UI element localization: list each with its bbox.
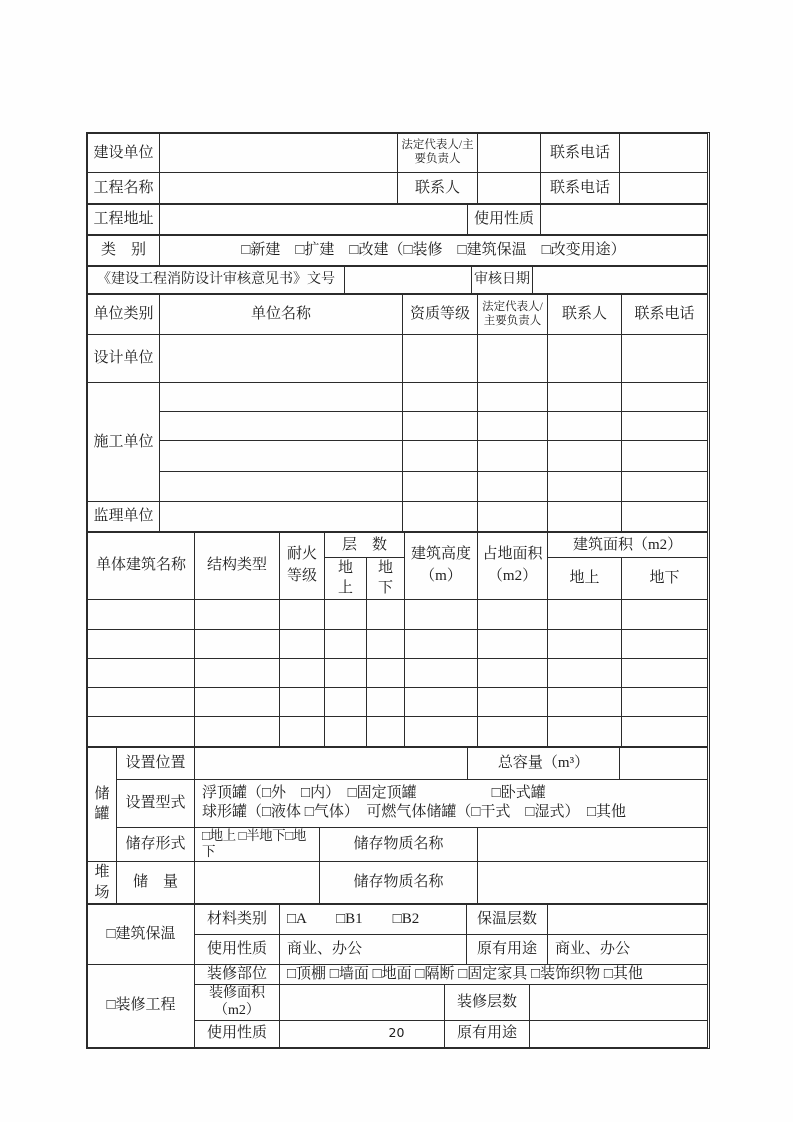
page-number: 20 [388, 1025, 405, 1040]
storage-form-label: 储存形式 [117, 827, 195, 862]
category-table [87, 235, 708, 266]
tank-type-options [195, 779, 708, 827]
insulation-original-use-value: 商业、办公 [548, 934, 708, 964]
contact-phone-value [620, 134, 708, 173]
fire-rating-header: 耐火等级 [280, 533, 325, 600]
fire-inspection-form [86, 132, 710, 1049]
review-date-label: 审核日期 [472, 267, 533, 294]
tank-capacity-label: 总容量（m³） [468, 747, 620, 779]
project-address-label: 工程地址 [88, 205, 160, 235]
floors-below-header: 地下 [367, 558, 405, 600]
info-table-address [87, 204, 708, 235]
tank-type-label: 设置型式 [117, 779, 195, 827]
renovation-parts-options: □顶棚 □墙面 □地面 □隔断 □固定家具 □装饰织物 □其他 [280, 964, 708, 984]
tank-substance-label: 储存物质名称 [320, 827, 478, 862]
category-label: 类 别 [88, 236, 160, 266]
building-row [88, 658, 708, 687]
renovation-floors-value [530, 984, 708, 1020]
building-row [88, 599, 708, 629]
category-options: □新建 □扩建 □改建（□装修 □建筑保温 □改变用途） [160, 236, 708, 266]
floors-above-header: 地上 [325, 558, 367, 600]
tank-location-label: 设置位置 [117, 747, 195, 779]
tank-type-line2: 球形罐（□液体 □气体） 可燃气体储罐（□干式 □湿式） □其他 [202, 804, 627, 820]
usage-nature-value [541, 205, 708, 235]
yard-quantity-label: 储 量 [117, 862, 195, 904]
review-doc-label: 《建设工程消防设计审核意见书》文号 [88, 267, 345, 294]
construction-unit-name [160, 383, 403, 412]
tank-group-label: 储罐 [88, 747, 117, 862]
insulation-layers-value [548, 904, 708, 934]
material-type-options: □A □B1 □B2 [280, 904, 467, 934]
unit-contact-header: 联系人 [548, 295, 622, 335]
unit-qualification-header: 资质等级 [403, 295, 478, 335]
renovation-area-value [280, 984, 445, 1020]
design-unit-name [160, 335, 403, 383]
unit-type-header: 单位类别 [88, 295, 160, 335]
contact-phone2-label: 联系电话 [541, 173, 620, 204]
structure-type-header: 结构类型 [195, 533, 280, 600]
legal-rep-value [478, 134, 541, 173]
construction-unit-value [160, 134, 398, 173]
insulation-usage-label: 使用性质 [195, 934, 280, 964]
area-above-header: 地上 [548, 558, 622, 600]
renovation-original-use-label: 原有用途 [445, 1020, 530, 1047]
insulation-usage-value: 商业、办公 [280, 934, 467, 964]
building-row [88, 716, 708, 746]
review-doc-value [345, 267, 472, 294]
floors-header: 层 数 [325, 533, 405, 558]
contact-phone2-value [620, 173, 708, 204]
legal-rep-label: 法定代表人/主要负责人 [398, 134, 478, 173]
storage-form-options: □地上 □半地下□地下 [195, 827, 320, 862]
renovation-floors-label: 装修层数 [445, 984, 530, 1020]
buildings-table [87, 532, 708, 747]
building-name-header: 单体建筑名称 [88, 533, 195, 600]
insulation-layers-label: 保温层数 [467, 904, 548, 934]
unit-name-header: 单位名称 [160, 295, 403, 335]
renovation-parts-label: 装修部位 [195, 964, 280, 984]
tank-type-line1: 浮顶罐（□外 □内） □固定顶罐 □卧式罐 [202, 785, 546, 802]
review-doc-table [87, 266, 708, 294]
design-unit-label: 设计单位 [88, 335, 160, 383]
supervision-unit-label: 监理单位 [88, 502, 160, 532]
yard-quantity-value [195, 862, 320, 904]
contact-phone-label: 联系电话 [541, 134, 620, 173]
project-name-value [160, 173, 398, 204]
insulation-original-use-label: 原有用途 [467, 934, 548, 964]
renovation-usage-label: 使用性质 [195, 1020, 280, 1047]
project-name-label: 工程名称 [88, 173, 160, 204]
units-table [87, 294, 708, 532]
area-below-header: 地下 [622, 558, 708, 600]
building-height-header: 建筑高度（m） [405, 533, 478, 600]
renovation-area-label: 装修面积（m2） [195, 984, 280, 1020]
building-row [88, 687, 708, 716]
info-table-top [87, 133, 708, 204]
construction-unit-label: 建设单位 [88, 134, 160, 173]
footprint-header: 占地面积（m2） [478, 533, 548, 600]
usage-nature-label: 使用性质 [468, 205, 541, 235]
tank-yard-table [87, 747, 708, 904]
yard-substance-value [478, 862, 708, 904]
unit-legal-rep-header: 法定代表人/主要负责人 [478, 295, 548, 335]
contact-person-value [478, 173, 541, 204]
yard-group-label: 堆场 [88, 862, 117, 904]
unit-phone-header: 联系电话 [622, 295, 708, 335]
review-date-value [533, 267, 708, 294]
contact-person-label: 联系人 [398, 173, 478, 204]
supervision-unit-name [160, 502, 403, 532]
floor-area-header: 建筑面积（m2） [548, 533, 708, 558]
material-type-label: 材料类别 [195, 904, 280, 934]
tank-location-value [195, 747, 468, 779]
building-row [88, 629, 708, 658]
renovation-section-label: □装修工程 [88, 964, 195, 1047]
project-address-value [160, 205, 468, 235]
insulation-section-label: □建筑保温 [88, 904, 195, 964]
tank-substance-value [478, 827, 708, 862]
tank-capacity-value [620, 747, 708, 779]
yard-substance-label: 储存物质名称 [320, 862, 478, 904]
construction-unit-rows-label: 施工单位 [88, 383, 160, 502]
